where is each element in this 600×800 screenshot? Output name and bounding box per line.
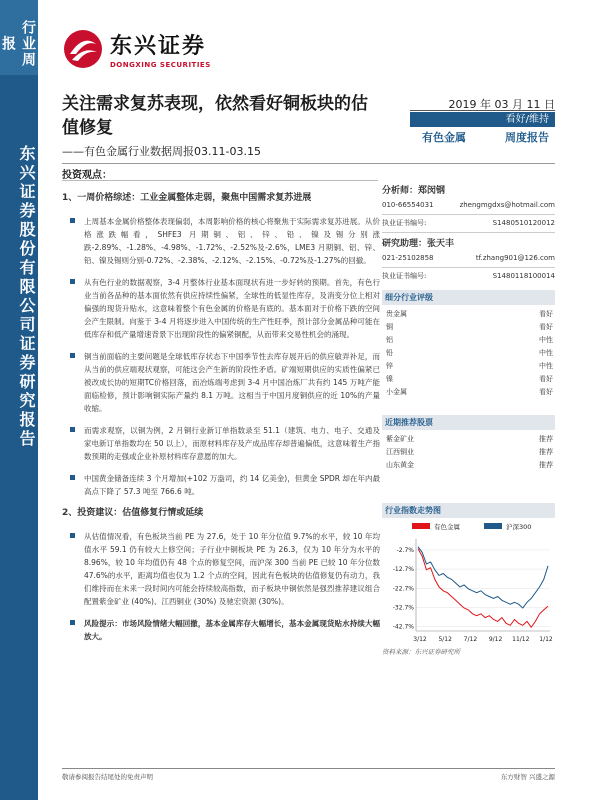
- bullet-icon: [70, 218, 75, 223]
- legend-label: 有色金属: [434, 523, 460, 531]
- logo-en-text: DONGXING SECURITIES: [110, 61, 211, 69]
- header-divider: [410, 110, 555, 111]
- paragraph: 从估值情况看，有色板块当前 PE 为 27.6，处于 10 年分位值 9.7%的水平，较 10 年均值水平 59.1 仍有较大上修空间；子行业中铜板块 PE 为 26.3，仅为 10 年分为水平的 8.96%，较 10 年均值仍有 48 个点的修复空间，而沪深 300 当前 PE 已较 10 年分位数 47.6%的水平，距离均值也仅为 1.2 个点的空间，因此有色板块的估值修复仍有动力，我们维持而在未来一段时间内可能会持续较高指数，而子板块中铜依然是强烈推荐建议组合配置紫金矿业 (40%)、江西铜业 (30%) 及驰宏资源 (30%)。: [62, 530, 380, 608]
- row-name: 山东黄金: [386, 461, 414, 469]
- heading-investment-advice: 2、投资建议：估值修复行情或延续: [62, 508, 204, 518]
- series-line: [418, 549, 548, 628]
- x-tick-label: 3/12: [413, 636, 427, 643]
- rating-row: [382, 433, 555, 446]
- bullet-icon: [70, 475, 75, 480]
- row-name: 江西铜业: [386, 448, 414, 456]
- side-band-top: [0, 0, 38, 75]
- y-tick-label: -32.7%: [392, 604, 414, 612]
- y-tick-label: -22.7%: [392, 585, 414, 593]
- analyst-2-heading: 研究助理：张天丰: [382, 239, 455, 249]
- x-tick-label: 11/12: [512, 636, 530, 643]
- report-type-label: 行业周报: [0, 19, 36, 68]
- x-tick-label: 1/12: [539, 636, 553, 643]
- row-rating: 看好: [539, 323, 553, 331]
- row-rating: 中性: [539, 349, 553, 357]
- rating-row: [382, 334, 555, 347]
- footer-divider: [62, 768, 555, 769]
- analyst-1-contact: 010-66554031 zhengmgdxs@hotmail.com: [382, 201, 555, 209]
- divider: [382, 214, 555, 215]
- rating-row: [382, 360, 555, 373]
- bullet-icon: [70, 279, 75, 284]
- paragraph: 中国黄金储备连续 3 个月增加(+102 万盎司，约 14 亿美金)，但黄金 SPDR 却在年内最高点下降了 57.3 吨至 766.6 吨。: [62, 472, 380, 498]
- row-name: 锌: [386, 362, 393, 370]
- paragraph: 而需求观察，以铜为例，2 月铜行业新订单指数录至 51.1（建筑、电力、电子、交通及家电新订单指数均在 50 以上），而原材料库存及产成品库存却普遍偏低，这意味着生产指数预期的走强或企业补原材料库存意愿的加大。: [62, 424, 380, 463]
- risk-label: 风险提示：: [84, 619, 122, 628]
- rating-row: [382, 373, 555, 386]
- report-date: 2019 年 03 月 11 日: [448, 98, 555, 111]
- legend-label: 沪深300: [506, 523, 532, 531]
- y-tick-label: -12.7%: [392, 566, 414, 574]
- row-rating: 推荐: [539, 461, 553, 469]
- row-name: 小金属: [386, 388, 407, 396]
- recommended-stocks-header: 近期推荐股票: [382, 415, 555, 430]
- chart-header: 行业指数走势图: [382, 503, 555, 518]
- bullet-icon: [70, 620, 75, 625]
- y-tick-label: -42.7%: [392, 623, 414, 631]
- footer-slogan: 东方财智 兴盛之源: [500, 773, 555, 781]
- rating-row: [382, 347, 555, 360]
- rating-row: [382, 446, 555, 459]
- index-trend-chart: [382, 503, 555, 653]
- recommended-stocks-box: [382, 415, 555, 472]
- rating-row: [382, 321, 555, 334]
- bullet-icon: [70, 427, 75, 432]
- footer-band: [0, 778, 38, 800]
- disclaimer-note: 敬请参阅报告结尾处的免责声明: [62, 773, 153, 781]
- analyst-2-name: 张天丰: [427, 239, 455, 249]
- tag-report-kind: 周度报告: [505, 131, 549, 144]
- row-rating: 看好: [539, 375, 553, 383]
- analyst-1-name: 郑闵钢: [418, 186, 446, 196]
- report-title: 关注需求复苏表现，依然看好铜板块的估值修复: [62, 94, 368, 138]
- paragraph: 从有色行业的数据观察，3-4 月整体行业基本面现状有进一步好转的预期。首先，有色行业当前各品种的基本面依然有供应持续性偏紧，全球性的低显性库存，及消变分位上相对偏强的现货升贴水，这意味着整个有色金属的价格是有底的。基本面对于价格下跌的空间会产生限制。向鉴于 3-4 月将逐步进入中国传统的生产性旺季，预计部分金属品种可能在低库存和低产量增速背景下出现阶段性的偏紧铜配，从而带来交易性机会的涌现。: [62, 276, 380, 341]
- company-logo: [62, 28, 211, 70]
- body-text: [62, 192, 380, 652]
- x-tick-label: 7/12: [463, 636, 478, 643]
- company-vertical-label: 东兴证券股份有限公司证券研究报告: [17, 145, 36, 449]
- side-band-bottom: [0, 75, 38, 800]
- rating-row: [382, 386, 555, 399]
- section-subdivider: [62, 180, 378, 181]
- rating-badge: 看好/维持: [410, 112, 555, 127]
- analyst-1-heading: 分析师：郑闵钢: [382, 186, 446, 196]
- row-rating: 推荐: [539, 435, 553, 443]
- bullet-icon: [70, 533, 75, 538]
- row-name: 紫金矿业: [386, 435, 414, 443]
- logo-cn-text: 东兴证券: [110, 34, 207, 59]
- chart-canvas: [382, 521, 555, 651]
- row-rating: 看好: [539, 388, 553, 396]
- row-name: 铜: [386, 323, 393, 331]
- analyst-1-cert: 执业证书编号: S1480510120012: [382, 219, 555, 227]
- report-tags: [410, 129, 555, 145]
- tag-industry: 有色金属: [422, 131, 466, 144]
- row-rating: 推荐: [539, 448, 553, 456]
- sector-rating-header: 细分行业评级: [382, 290, 555, 305]
- y-tick-label: -2.7%: [396, 546, 414, 554]
- rating-row: [382, 308, 555, 321]
- analyst-2-cert: 执业证书编号: S1480118100014: [382, 272, 555, 280]
- chart-source: 资料来源：东兴证券研究所: [382, 648, 460, 656]
- divider: [382, 232, 555, 233]
- series-line: [418, 547, 548, 608]
- analyst-block: [382, 183, 555, 282]
- analyst-2-contact: 021-25102858 tf.zhang901@126.com: [382, 254, 555, 262]
- x-tick-label: 9/12: [488, 636, 503, 643]
- investment-view-heading: 投资观点：: [62, 170, 112, 181]
- bullet-icon: [70, 353, 75, 358]
- row-rating: 中性: [539, 336, 553, 344]
- x-tick-label: 5/12: [438, 636, 452, 643]
- report-subtitle: ——有色金属行业数据周报03.11-03.15: [62, 145, 261, 158]
- heading-price-review: 1、一周价格综述：工业金属整体走弱，聚焦中国需求复苏进展: [62, 193, 312, 203]
- paragraph: 铜当前面临的主要问题是全球低库存状态下中国季节性去库存展开后的供应敏弄补足，而从当前的供应端观状观察，可能这会产生新的阶段性矛盾。矿端短期供应的实质性偏紧已被改成长协的短期TC价格回落，而冶炼端考虑到 3-4 月中国冶炼厂共有约 145 万吨产能面临检修，预计影响铜实际产量约 8.1 万吨。这相当于中国月度铜供应的近 10%的产量收缩。: [62, 350, 380, 415]
- row-name: 铝: [386, 336, 393, 344]
- row-name: 镍: [386, 375, 393, 383]
- row-name: 铅: [386, 349, 393, 357]
- row-rating: 看好: [539, 310, 553, 318]
- section-divider: [62, 163, 555, 164]
- row-rating: 中性: [539, 362, 553, 370]
- risk-paragraph: 风险提示：市场风险情绪大幅回撤，基本金属库存大幅增长，基本金属现货贴水持续大幅放大。: [62, 617, 380, 643]
- divider: [382, 267, 555, 268]
- rating-row: [382, 459, 555, 472]
- logo-mark-icon: [62, 28, 104, 70]
- row-name: 贵金属: [386, 310, 407, 318]
- paragraph: 上周基本金属价格整体表现偏弱，本周影响价格的核心将聚焦于实际需求复苏进展。从价格涨跌幅看，SHFE3 月期铜、铝、锌、铅、镍及锡分别涨跌-2.89%、-1.28%、-4.98%、-1.72%、-2.52%及-2.6%，LME3 月期铜、铝、锌、铅、镍及锡则分别-0.72%、-2.38%、-2.12%、-2.15%、-0.72%及-1.27%的回撤。: [62, 215, 380, 267]
- legend-swatch: [484, 523, 502, 529]
- legend-swatch: [412, 523, 430, 529]
- sector-rating-box: [382, 290, 555, 399]
